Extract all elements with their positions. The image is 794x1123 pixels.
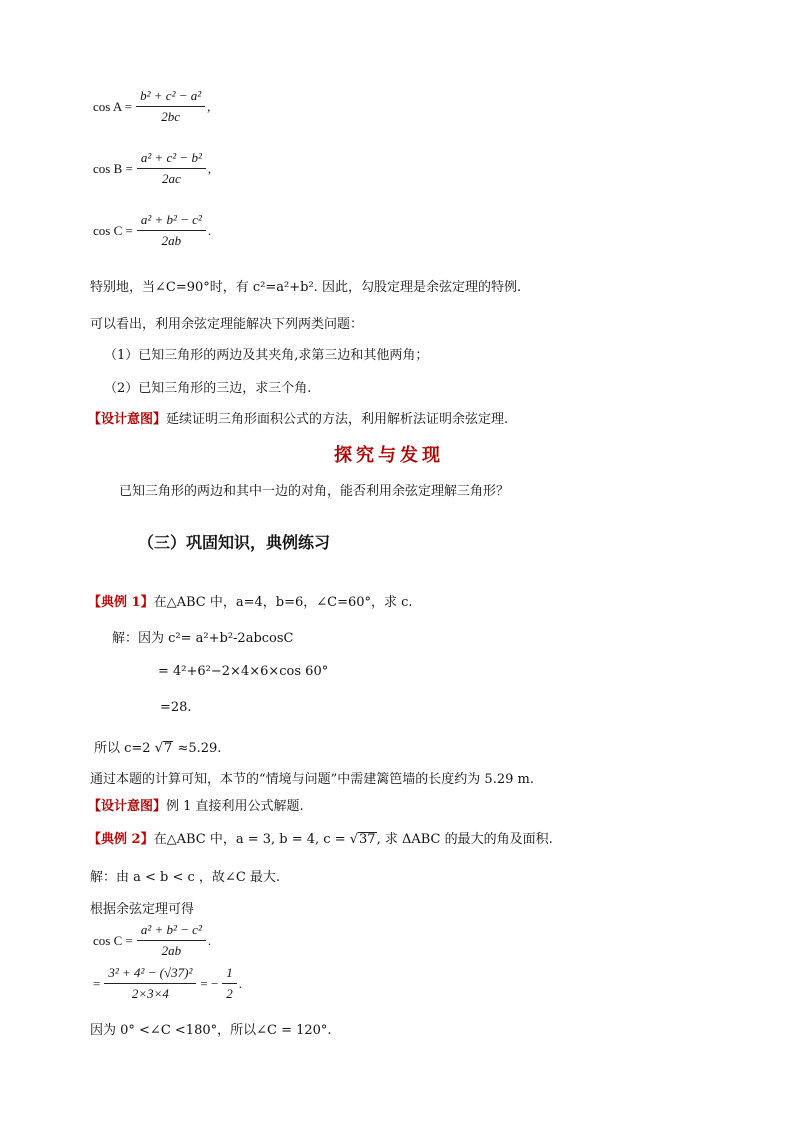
design-intent-1	[88, 408, 508, 427]
radicand: 7	[164, 741, 173, 756]
example-tag: 【典例 1】	[88, 595, 154, 610]
example-tag: 【典例 2】	[88, 832, 154, 847]
punctuation: .	[207, 932, 212, 948]
solution-line-2: = 4²+6²−2×4×6×cos 60°	[158, 664, 329, 679]
formula-lhs: cos A =	[93, 98, 133, 114]
example-2-solution-line-2: 根据余弦定理可得	[90, 902, 195, 917]
example-1-conclusion	[94, 737, 221, 756]
punctuation: ,	[207, 98, 211, 114]
explore-question: 已知三角形的两边和其中一边的对角，能否利用余弦定理解三角形？	[119, 484, 510, 499]
para-can-see: 可以看出，利用余弦定理能解决下列两类问题：	[90, 317, 364, 332]
fraction	[137, 150, 206, 187]
design-intent-tag: 【设计意图】	[88, 799, 167, 814]
example-2	[88, 828, 553, 847]
example-2-cos-c	[93, 922, 211, 959]
numerator: 3² + 4² − (√37)²	[108, 965, 193, 980]
example-2-calc	[93, 965, 242, 1002]
punctuation: .	[238, 975, 243, 991]
example-2-final: 因为 0° <∠C <180°，所以∠C = 120°.	[90, 1023, 332, 1038]
example-text-suffix: , 求 ΔABC 的最大的角及面积.	[376, 832, 553, 847]
fraction	[137, 922, 206, 959]
equals-minus: = −	[200, 975, 219, 991]
sqrt-icon: √	[154, 741, 164, 756]
formula-cos-a	[93, 88, 210, 125]
numerator: b² + c² − a²	[140, 88, 202, 103]
fraction	[136, 88, 205, 125]
example-text: 在△ABC 中，a=4，b=6，∠C=60°，求 c.	[153, 595, 413, 610]
denominator: 2ab	[137, 230, 206, 249]
problem-type-1: （1）已知三角形的两边及其夹角,求第三边和其他两角；	[104, 348, 429, 363]
design-intent-tag: 【设计意图】	[88, 412, 167, 427]
sqrt-icon: √	[349, 832, 359, 847]
denominator: 2ab	[137, 940, 206, 959]
result-fraction	[222, 965, 237, 1002]
numerator: a² + b² − c²	[140, 922, 202, 937]
conclusion-prefix: 所以 c=2	[94, 741, 151, 756]
section-title: （三）巩固知识，典例练习	[138, 533, 331, 552]
para-special-case: 特别地，当∠C=90°时，有 c²=a²+b². 因此，勾股定理是余弦定理的特例.	[90, 280, 522, 295]
example-2-solution-line-1: 解：由 a < b < c ，故∠C 最大.	[90, 870, 281, 885]
numerator: a² + c² − b²	[140, 150, 202, 165]
design-intent-text: 延续证明三角形面积公式的方法，利用解析法证明余弦定理.	[166, 412, 509, 427]
denominator: 2ac	[137, 168, 206, 187]
solution-line-3: =28.	[160, 700, 192, 715]
fraction	[104, 965, 196, 1002]
punctuation: ,	[207, 160, 212, 176]
denominator: 2bc	[136, 106, 205, 125]
numerator: 1	[226, 965, 233, 980]
formula-lhs: cos C =	[93, 222, 133, 238]
conclusion-suffix: ≈5.29.	[177, 741, 222, 756]
denominator: 2×3×4	[104, 983, 196, 1002]
example-1	[88, 591, 413, 610]
formula-lhs: cos B =	[93, 160, 133, 176]
numerator: a² + b² − c²	[140, 212, 202, 227]
formula-cos-b	[93, 150, 211, 187]
punctuation: .	[207, 222, 212, 238]
radicand: 37	[359, 832, 376, 847]
denominator: 2	[222, 983, 237, 1002]
fraction	[137, 212, 206, 249]
para-calculation: 通过本题的计算可知，本节的“情境与问题”中需建篱笆墙的长度约为 5.29 m.	[90, 772, 534, 787]
explore-heading: 探究与发现	[334, 445, 444, 466]
design-intent-2	[88, 795, 304, 814]
problem-type-2: （2）已知三角形的三边，求三个角.	[104, 381, 312, 396]
solution-line-1: 解：因为 c²= a²+b²-2abcosC	[112, 631, 294, 646]
formula-lhs: cos C =	[93, 932, 133, 948]
equals-sign: =	[93, 975, 101, 991]
formula-cos-c	[93, 212, 211, 249]
example-text-prefix: 在△ABC 中，a = 3, b = 4, c =	[153, 832, 350, 847]
design-intent-text: 例 1 直接利用公式解题.	[166, 799, 304, 814]
